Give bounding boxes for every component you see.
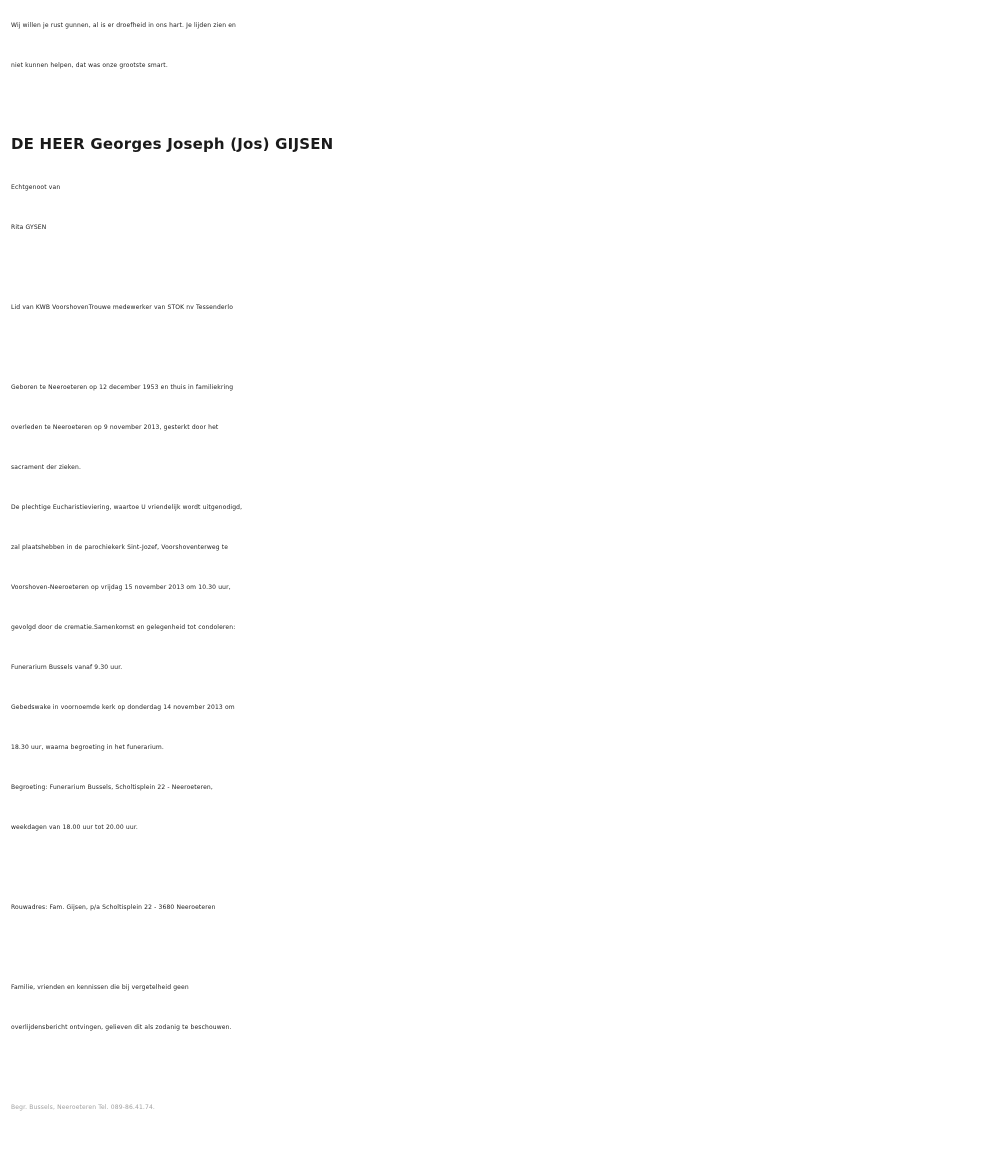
details-line: Voorshoven-Neeroeteren op vrijdag 15 november 2013 om 10.30 uur,	[11, 584, 231, 591]
details-line: Funerarium Bussels vanaf 9.30 uur.	[11, 664, 123, 671]
details-line: zal plaatshebben in de parochiekerk Sint-Jozef, Voorshoventerweg te	[11, 544, 229, 551]
spacer	[11, 248, 996, 288]
details-block	[11, 368, 996, 848]
intro-line: niet kunnen helpen, dat was onze grootste smart.	[11, 62, 168, 69]
details-line: Begroeting: Funerarium Bussels, Scholtisplein 22 - Neeroeteren,	[11, 784, 213, 791]
notice-block	[11, 968, 996, 1048]
spacer	[11, 1048, 996, 1088]
notice-line: Familie, vrienden en kennissen die bij vergetelheid geen	[11, 984, 189, 991]
funeral-home-footer: Begr. Bussels, Neeroeteren Tel. 089-86.41.74.	[11, 1104, 155, 1111]
spacer	[11, 328, 996, 368]
spouse-name: Rita GYSEN	[11, 224, 47, 231]
spacer	[11, 928, 996, 968]
notice-line: overlijdensbericht ontvingen, gelieven dit als zodanig te beschouwen.	[11, 1024, 232, 1031]
mourning-address: Rouwadres: Fam. Gijsen, p/a Scholtisplein 22 - 3680 Neeroeteren	[11, 904, 216, 911]
details-line: 18.30 uur, waarna begroeting in het funerarium.	[11, 744, 164, 751]
spouse-label: Echtgenoot van	[11, 184, 61, 191]
details-line: De plechtige Eucharistieviering, waartoe U vriendelijk wordt uitgenodigd,	[11, 504, 243, 511]
deceased-name: DE HEER Georges Joseph (Jos) GIJSEN	[11, 135, 334, 153]
intro-verse	[11, 6, 996, 86]
intro-line: Wij willen je rust gunnen, al is er droefheid in ons hart. Je lijden zien en	[11, 22, 236, 29]
details-line: overleden te Neeroeteren op 9 november 2013, gesterkt door het	[11, 424, 219, 431]
spouse-block	[11, 168, 996, 248]
details-line: Gebedswake in voornoemde kerk op donderdag 14 november 2013 om	[11, 704, 235, 711]
obituary-document	[11, 6, 996, 1128]
membership-line: Lid van KWB VoorshovenTrouwe medewerker van STOK nv Tessenderlo	[11, 304, 234, 311]
details-line: Geboren te Neeroeteren op 12 december 1953 en thuis in familiekring	[11, 384, 234, 391]
spacer	[11, 848, 996, 888]
details-line: weekdagen van 18.00 uur tot 20.00 uur.	[11, 824, 138, 831]
details-line: sacrament der zieken.	[11, 464, 82, 471]
details-line: gevolgd door de crematie.Samenkomst en gelegenheid tot condoleren:	[11, 624, 236, 631]
